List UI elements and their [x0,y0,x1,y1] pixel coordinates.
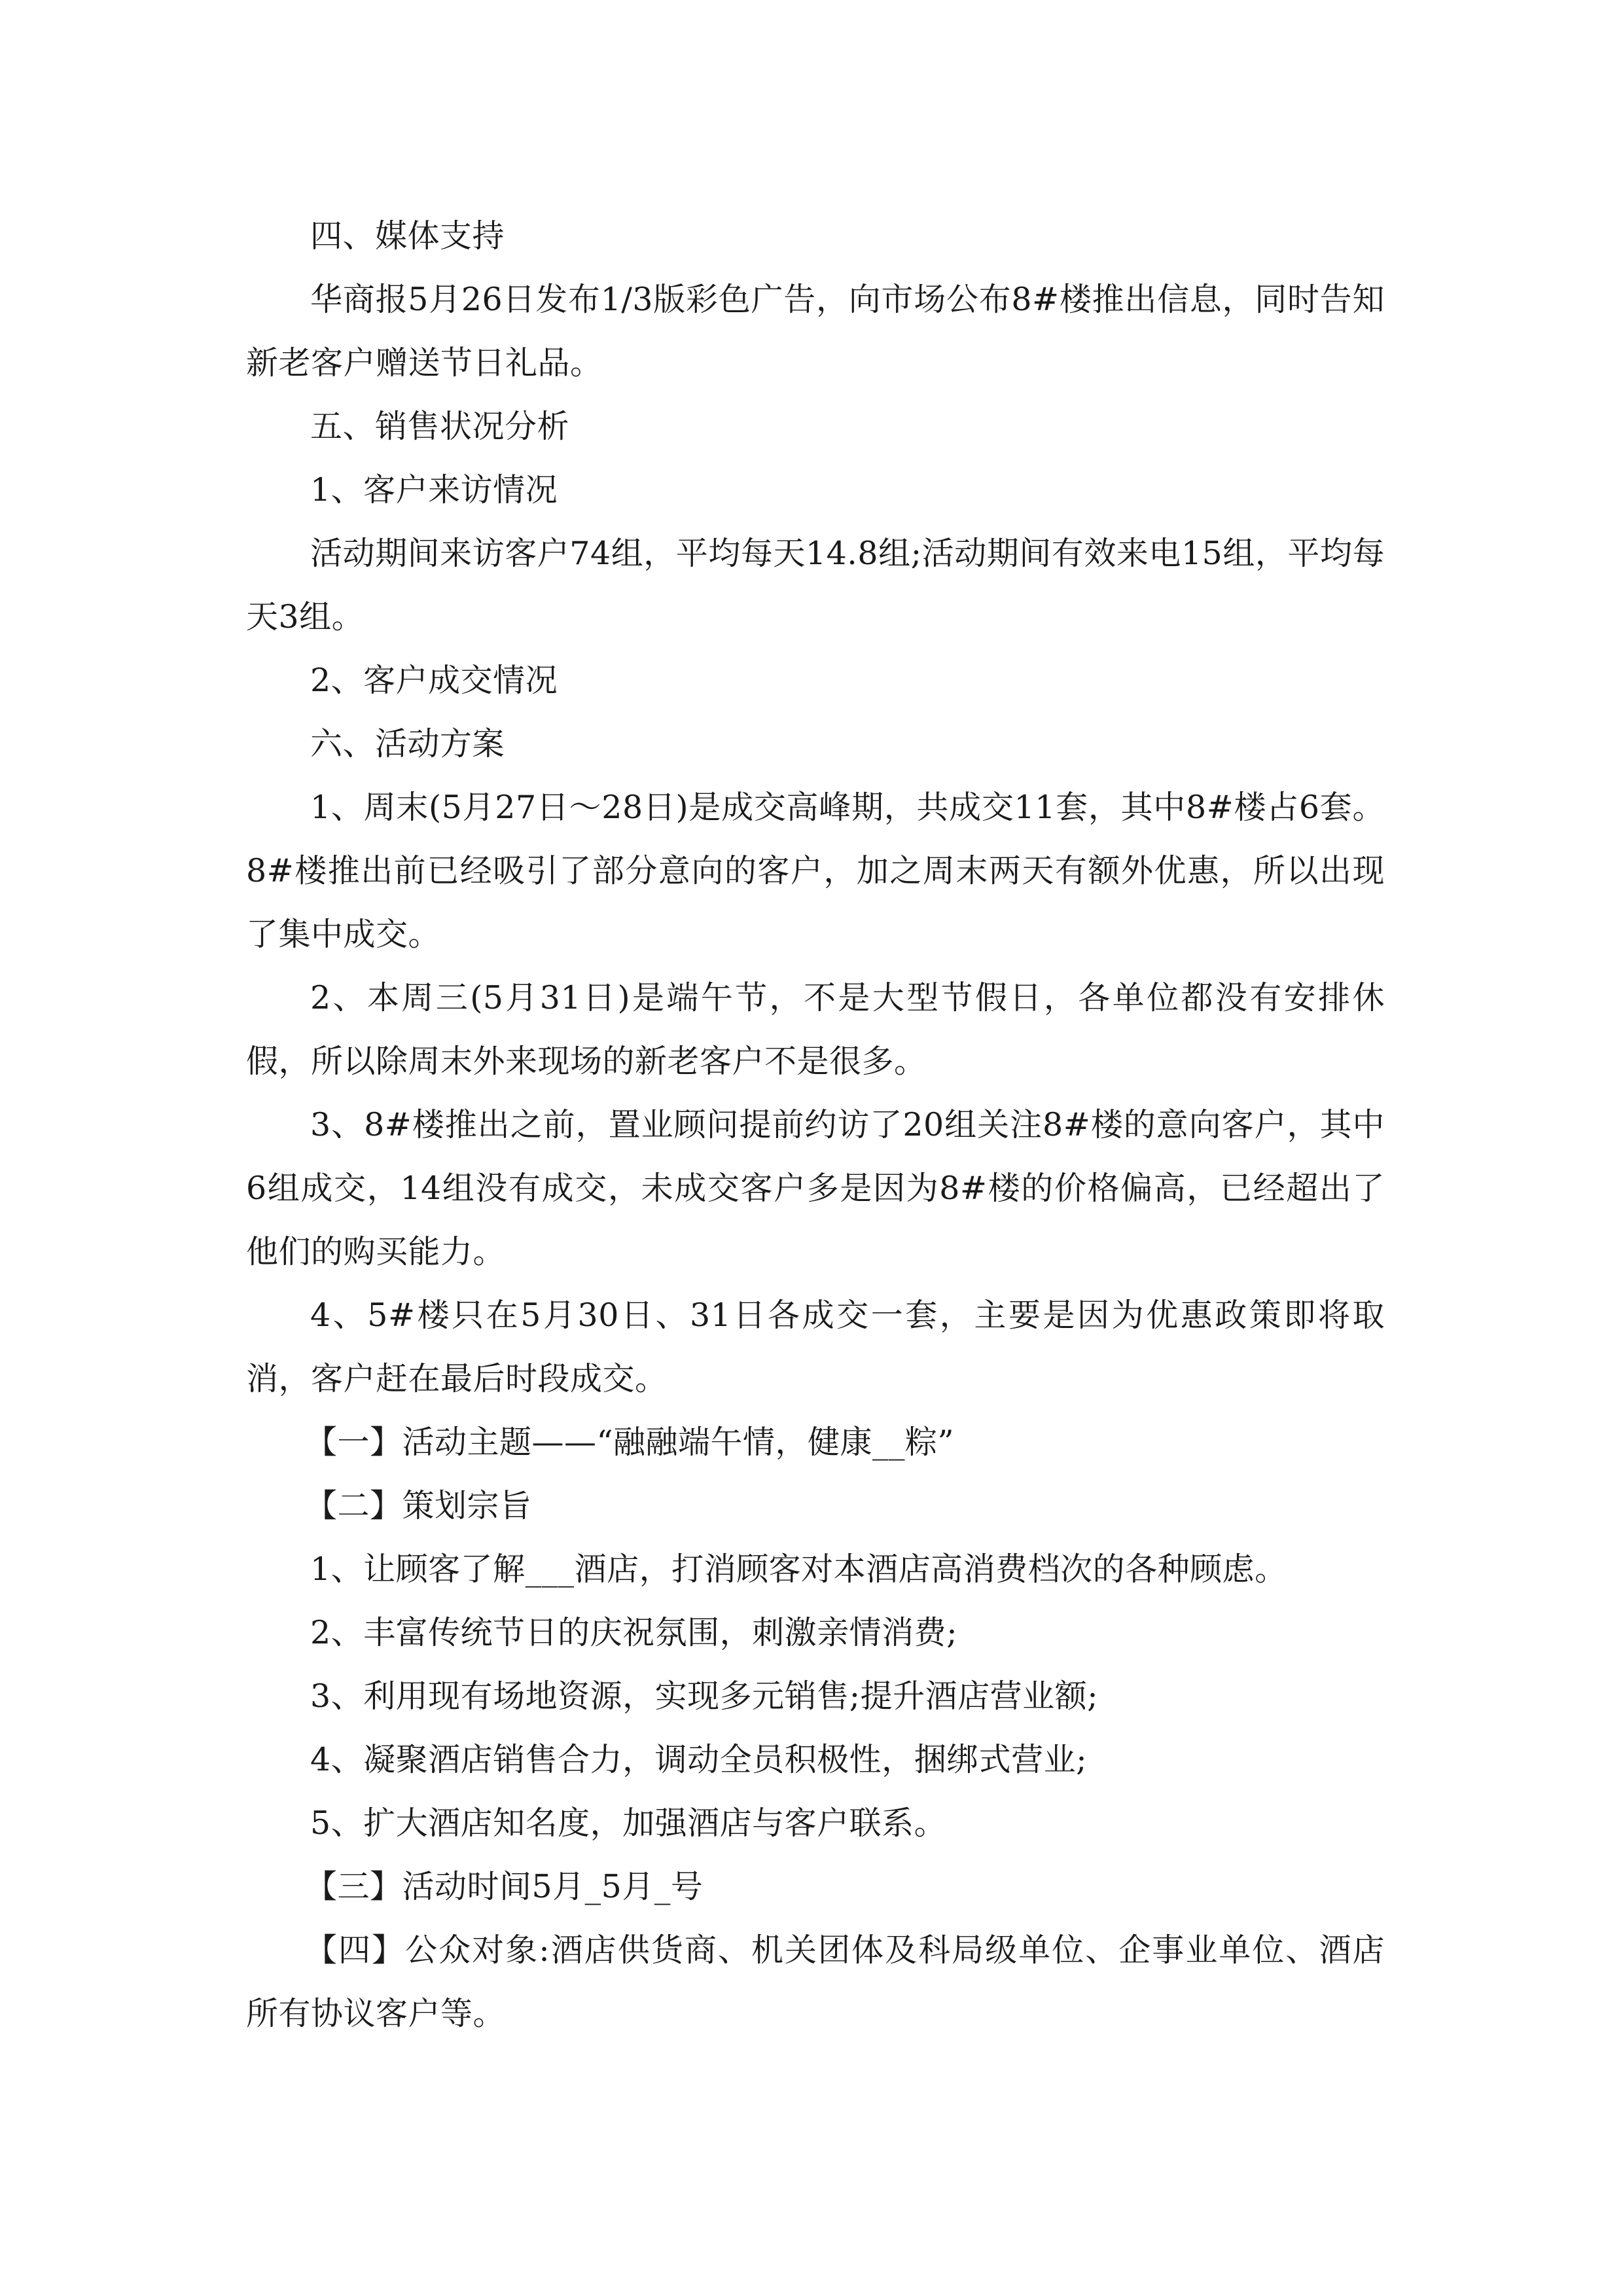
customer-deals-heading: 2、客户成交情况 [310,662,558,699]
customer-visits-heading: 1、客户来访情况 [310,471,558,509]
planning-purpose-heading: 【二】策划宗旨 [305,1487,532,1524]
sales-analysis-heading: 五、销售状况分析 [310,408,570,445]
activity-time: 【三】活动时间5月_5月_号 [305,1868,704,1905]
media-support-paragraph: 华商报5月26日发布1/3版彩色广告，向市场公布8#楼推出信息，同时告知新老客户赠送节日礼品。 [246,281,1385,382]
target-audience: 【四】公众对象:酒店供货商、机关团体及科局级单位、企事业单位、酒店所有协议客户等。 [246,1931,1385,2032]
planning-purpose-item: 3、利用现有场地资源，实现多元销售;提升酒店营业额; [310,1677,1099,1715]
document-body [246,204,1385,2045]
activity-plan-item: 1、周末(5月27日～28日)是成交高峰期，共成交11套，其中8#楼占6套。8#楼推出前已经吸引了部分意向的客户，加之周末两天有额外优惠，所以出现了集中成交。 [246,789,1385,953]
activity-theme: 【一】活动主题——“融融端午情，健康__粽” [305,1424,955,1461]
activity-plan-item: 2、本周三(5月31日)是端午节，不是大型节假日，各单位都没有安排休假，所以除周末外来现场的新老客户不是很多。 [246,979,1385,1080]
activity-plan-item: 3、8#楼推出之前，置业顾问提前约访了20组关注8#楼的意向客户，其中6组成交，14组没有成交，未成交客户多是因为8#楼的价格偏高，已经超出了他们的购买能力。 [246,1106,1385,1270]
media-support-heading: 四、媒体支持 [310,217,505,255]
planning-purpose-item: 2、丰富传统节日的庆祝氛围，刺激亲情消费; [310,1614,958,1651]
planning-purpose-item: 1、让顾客了解___酒店，打消顾客对本酒店高消费档次的各种顾虑。 [310,1551,1287,1588]
activity-plan-item: 4、5#楼只在5月30日、31日各成交一套，主要是因为优惠政策即将取消，客户赶在最后时段成交。 [246,1297,1385,1397]
customer-visits-paragraph: 活动期间来访客户74组，平均每天14.8组;活动期间有效来电15组，平均每天3组。 [246,535,1385,636]
activity-plan-heading: 六、活动方案 [310,725,505,762]
planning-purpose-item: 5、扩大酒店知名度，加强酒店与客户联系。 [310,1804,947,1842]
planning-purpose-item: 4、凝聚酒店销售合力，调动全员积极性，捆绑式营业; [310,1741,1088,1778]
